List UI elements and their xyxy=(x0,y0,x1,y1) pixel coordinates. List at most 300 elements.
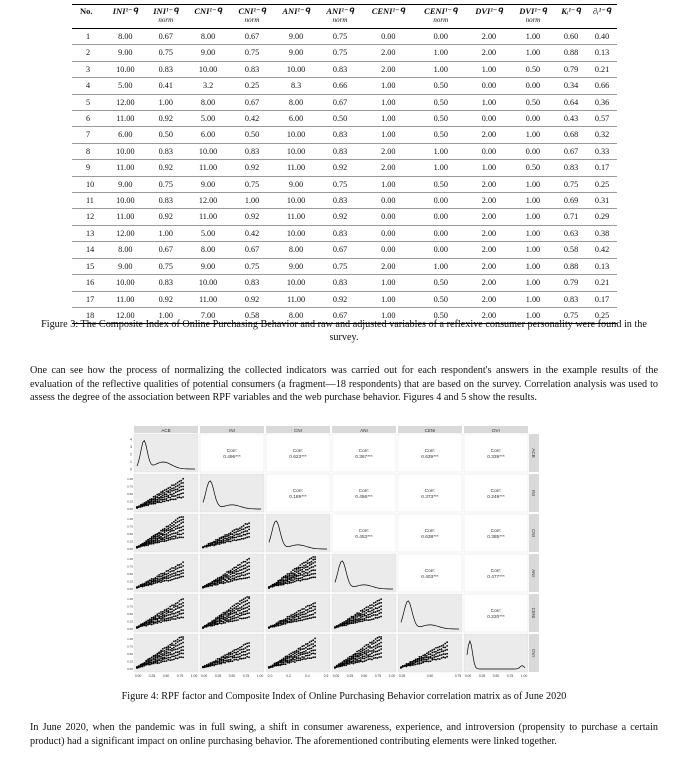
scatter-point xyxy=(166,580,168,582)
scatter-point xyxy=(235,657,237,659)
scatter-point xyxy=(298,657,300,659)
scatter-point xyxy=(169,527,171,529)
scatter-point xyxy=(230,614,232,616)
scatter-point xyxy=(237,659,239,661)
scatter-point xyxy=(136,547,138,549)
scatter-point xyxy=(309,651,311,653)
scatter-point xyxy=(156,621,158,623)
scatter-point xyxy=(377,637,379,639)
table-cell: 0.66 xyxy=(587,78,617,94)
scatter-point xyxy=(204,625,206,627)
correlation-value: 0.367*** xyxy=(355,455,373,460)
x-tick-label: 0.50 xyxy=(426,674,434,678)
scatter-point xyxy=(245,537,247,539)
table-row xyxy=(72,258,617,274)
scatter-point xyxy=(433,648,435,650)
scatter-point xyxy=(424,659,426,661)
scatter-point xyxy=(285,663,287,665)
scatter-point xyxy=(314,602,316,604)
table-cell: 0.50 xyxy=(415,127,467,143)
table-cell: 0.83 xyxy=(146,61,186,77)
table-cell: 10.00 xyxy=(186,61,230,77)
scatter-point xyxy=(290,661,292,663)
scatter-point xyxy=(182,492,184,494)
scatter-point xyxy=(443,646,445,648)
table-cell: 1.00 xyxy=(511,258,555,274)
table-cell: 0.25 xyxy=(587,176,617,192)
scatter-point xyxy=(228,541,230,543)
scatter-point xyxy=(437,655,439,657)
scatter-point xyxy=(426,661,428,663)
scatter-point xyxy=(373,649,375,651)
scatter-point xyxy=(182,569,184,571)
strip-label: INI xyxy=(229,428,235,433)
scatter-point xyxy=(371,652,373,654)
scatter-point xyxy=(356,653,358,655)
scatter-point xyxy=(182,488,184,490)
scatter-point xyxy=(153,578,155,580)
scatter-point xyxy=(309,562,311,564)
header-col-1 xyxy=(105,5,145,29)
scatter-point xyxy=(151,580,153,582)
scatter-point xyxy=(182,638,184,640)
scatter-point xyxy=(424,661,426,663)
table-cell: 2.00 xyxy=(467,225,511,241)
y-tick-label: 0.75 xyxy=(127,564,133,569)
scatter-point xyxy=(155,657,157,659)
scatter-point xyxy=(153,498,155,500)
scatter-point xyxy=(301,608,303,610)
table-cell: 1.00 xyxy=(415,160,467,176)
scatter-point xyxy=(312,610,314,612)
correlation-value: 0.189*** xyxy=(289,495,307,500)
scatter-point xyxy=(164,616,166,618)
scatter-point xyxy=(167,500,169,502)
scatter-point xyxy=(156,618,158,620)
scatter-point xyxy=(173,538,175,540)
scatter-point xyxy=(167,487,169,489)
scatter-point xyxy=(243,531,245,533)
table-cell: 0.50 xyxy=(146,127,186,143)
scatter-point xyxy=(228,613,230,615)
scatter-point xyxy=(221,658,223,660)
scatter-point xyxy=(182,516,184,518)
scatter-point xyxy=(169,491,171,493)
scatter-point xyxy=(182,521,184,523)
scatter-point xyxy=(175,615,177,617)
scatter-point xyxy=(305,575,307,577)
table-cell: 0.00 xyxy=(511,111,555,127)
scatter-point xyxy=(177,488,179,490)
scatter-point xyxy=(171,528,173,530)
scatter-point xyxy=(246,566,248,568)
scatter-point xyxy=(301,653,303,655)
scatter-point xyxy=(299,654,301,656)
scatter-point xyxy=(243,605,245,607)
scatter-point xyxy=(158,580,160,582)
scatter-point xyxy=(371,643,373,645)
scatter-point xyxy=(292,569,294,571)
scatter-point xyxy=(248,536,250,538)
table-cell: 0.00 xyxy=(511,78,555,94)
scatter-point xyxy=(375,657,377,659)
scatter-point xyxy=(268,666,270,668)
scatter-point xyxy=(228,659,230,661)
scatter-point xyxy=(243,658,245,660)
table-row xyxy=(72,242,617,258)
scatter-point xyxy=(160,575,162,577)
table-cell: 9.00 xyxy=(274,45,318,61)
correlation-label: Corr: xyxy=(292,449,304,454)
scatter-point xyxy=(138,585,140,587)
scatter-point xyxy=(160,530,162,532)
table-cell: 1.00 xyxy=(467,94,511,110)
scatter-point xyxy=(153,539,155,541)
scatter-point xyxy=(147,539,149,541)
scatter-point xyxy=(145,621,147,623)
scatter-point xyxy=(292,656,294,658)
scatter-point xyxy=(160,493,162,495)
scatter-point xyxy=(175,483,177,485)
scatter-point xyxy=(177,568,179,570)
scatter-point xyxy=(241,599,243,601)
scatter-point xyxy=(243,617,245,619)
scatter-point xyxy=(354,660,356,662)
scatter-point xyxy=(443,650,445,652)
scatter-point xyxy=(167,490,169,492)
scatter-point xyxy=(415,659,417,661)
scatter-point xyxy=(246,530,248,532)
scatter-point xyxy=(182,533,184,535)
header-label: Kᵢ¹⁻ᑫ xyxy=(561,6,581,16)
scatter-point xyxy=(182,653,184,655)
x-tick-label: 0.25 xyxy=(148,674,156,678)
x-tick-label: 0.75 xyxy=(242,674,250,678)
correlation-matrix-figure xyxy=(120,426,566,686)
scatter-point xyxy=(233,612,235,614)
scatter-point xyxy=(180,576,182,578)
scatter-point xyxy=(309,641,311,643)
scatter-point xyxy=(299,649,301,651)
scatter-point xyxy=(369,656,371,658)
scatter-point xyxy=(285,623,287,625)
scatter-point xyxy=(380,652,382,654)
table-cell: 9.00 xyxy=(186,176,230,192)
scatter-point xyxy=(149,499,151,501)
table-header-row xyxy=(72,5,617,29)
scatter-point xyxy=(171,613,173,615)
scatter-point xyxy=(142,583,144,585)
scatter-point xyxy=(292,654,294,656)
scatter-point xyxy=(162,653,164,655)
scatter-point xyxy=(444,657,446,659)
scatter-point xyxy=(171,533,173,535)
scatter-point xyxy=(155,654,157,656)
scatter-point xyxy=(228,539,230,541)
scatter-point xyxy=(228,609,230,611)
scatter-point xyxy=(430,653,432,655)
scatter-point xyxy=(380,638,382,640)
scatter-point xyxy=(243,568,245,570)
scatter-point xyxy=(298,655,300,657)
scatter-point xyxy=(288,575,290,577)
table-cell: 11.00 xyxy=(186,291,230,307)
scatter-point xyxy=(420,662,422,664)
correlation-label: Corr: xyxy=(358,489,370,494)
scatter-point xyxy=(169,619,171,621)
scatter-point xyxy=(230,607,232,609)
scatter-point xyxy=(241,574,243,576)
scatter-point xyxy=(354,655,356,657)
scatter-point xyxy=(166,493,168,495)
table-cell: 0.67 xyxy=(146,29,186,45)
scatter-point xyxy=(179,517,181,519)
scatter-point xyxy=(371,619,373,621)
header-label: CNI¹⁻ᑫ xyxy=(238,6,266,16)
table-cell: 1.00 xyxy=(362,307,414,323)
scatter-point xyxy=(235,531,237,533)
scatter-point xyxy=(356,612,358,614)
scatter-point xyxy=(177,521,179,523)
scatter-point xyxy=(228,656,230,658)
scatter-point xyxy=(232,656,234,658)
scatter-point xyxy=(248,652,250,654)
scatter-point xyxy=(173,499,175,501)
scatter-point xyxy=(307,645,309,647)
scatter-point xyxy=(156,533,158,535)
scatter-point xyxy=(279,620,281,622)
scatter-point xyxy=(226,616,228,618)
scatter-point xyxy=(435,653,437,655)
correlation-label: Corr: xyxy=(424,449,436,454)
scatter-point xyxy=(367,658,369,660)
scatter-point xyxy=(180,609,182,611)
scatter-point xyxy=(279,579,281,581)
scatter-point xyxy=(246,646,248,648)
scatter-point xyxy=(232,610,234,612)
scatter-point xyxy=(142,543,144,545)
scatter-point xyxy=(210,542,212,544)
scatter-point xyxy=(173,647,175,649)
scatter-point xyxy=(173,533,175,535)
scatter-point xyxy=(171,525,173,527)
scatter-point xyxy=(369,611,371,613)
scatter-point xyxy=(312,656,314,658)
scatter-point xyxy=(230,652,232,654)
scatter-point xyxy=(179,481,181,483)
scatter-point xyxy=(237,536,239,538)
scatter-point xyxy=(173,644,175,646)
scatter-point xyxy=(415,664,417,666)
scatter-point xyxy=(140,544,142,546)
scatter-point xyxy=(180,522,182,524)
scatter-point xyxy=(243,614,245,616)
x-tick-label: 0.25 xyxy=(346,674,354,678)
scatter-point xyxy=(206,624,208,626)
scatter-point xyxy=(169,617,171,619)
scatter-point xyxy=(299,564,301,566)
scatter-point xyxy=(226,538,228,540)
scatter-point xyxy=(241,608,243,610)
scatter-point xyxy=(246,607,248,609)
scatter-point xyxy=(182,649,184,651)
scatter-point xyxy=(356,616,358,618)
scatter-point xyxy=(164,539,166,541)
table-cell: 9.00 xyxy=(274,258,318,274)
table-cell: 0.75 xyxy=(318,176,362,192)
scatter-point xyxy=(160,661,162,663)
header-col-4 xyxy=(230,5,274,29)
scatter-point xyxy=(274,583,276,585)
scatter-point xyxy=(160,491,162,493)
scatter-point xyxy=(237,530,239,532)
scatter-point xyxy=(413,662,415,664)
table-cell: 0.75 xyxy=(318,29,362,45)
scatter-point xyxy=(373,602,375,604)
scatter-point xyxy=(303,562,305,564)
scatter-point xyxy=(232,575,234,577)
scatter-point xyxy=(164,492,166,494)
table-cell: 0.50 xyxy=(415,94,467,110)
scatter-point xyxy=(167,577,169,579)
scatter-point xyxy=(378,602,380,604)
scatter-point xyxy=(371,612,373,614)
scatter-point xyxy=(228,535,230,537)
scatter-point xyxy=(158,540,160,542)
scatter-point xyxy=(311,647,313,649)
scatter-point xyxy=(446,656,448,658)
scatter-point xyxy=(167,617,169,619)
scatter-point xyxy=(239,656,241,658)
scatter-point xyxy=(307,569,309,571)
scatter-point xyxy=(155,540,157,542)
scatter-point xyxy=(245,651,247,653)
scatter-point xyxy=(140,624,142,626)
table-cell: 8.3 xyxy=(274,78,318,94)
scatter-point xyxy=(173,570,175,572)
scatter-point xyxy=(248,558,250,560)
table-cell: 0.40 xyxy=(587,29,617,45)
scatter-point xyxy=(296,580,298,582)
y-tick-label: 2 xyxy=(130,452,132,457)
scatter-point xyxy=(182,646,184,648)
scatter-point xyxy=(179,536,181,538)
scatter-point xyxy=(224,534,226,536)
y-tick-label: 0.50 xyxy=(127,532,133,537)
scatter-point xyxy=(367,609,369,611)
scatter-point xyxy=(180,493,182,495)
scatter-point xyxy=(173,535,175,537)
correlation-label: Corr: xyxy=(490,489,502,494)
table-cell: 5.00 xyxy=(186,111,230,127)
scatter-point xyxy=(354,617,356,619)
table-cell: 0.50 xyxy=(511,160,555,176)
scatter-point xyxy=(303,579,305,581)
scatter-point xyxy=(164,530,166,532)
scatter-point xyxy=(309,577,311,579)
scatter-point xyxy=(311,604,313,606)
scatter-point xyxy=(239,658,241,660)
header-label: INI¹⁻ᑫ xyxy=(112,6,138,16)
table-cell: 1.00 xyxy=(467,61,511,77)
table-cell: 0.25 xyxy=(587,307,617,323)
strip-label: DVI xyxy=(531,649,536,657)
scatter-point xyxy=(166,526,168,528)
scatter-point xyxy=(180,649,182,651)
scatter-point xyxy=(177,605,179,607)
scatter-point xyxy=(177,602,179,604)
table-cell: 9.00 xyxy=(105,45,145,61)
table-cell: 0.50 xyxy=(511,61,555,77)
scatter-point xyxy=(367,644,369,646)
scatter-point xyxy=(147,623,149,625)
y-tick-label: 0.75 xyxy=(127,484,133,489)
scatter-point xyxy=(164,531,166,533)
scatter-point xyxy=(202,587,204,589)
scatter-point xyxy=(177,617,179,619)
table-cell: 0.67 xyxy=(230,94,274,110)
scatter-point xyxy=(294,661,296,663)
scatter-point xyxy=(358,618,360,620)
scatter-point xyxy=(377,600,379,602)
table-cell: 11.00 xyxy=(186,209,230,225)
scatter-point xyxy=(175,655,177,657)
correlation-label: Corr: xyxy=(490,609,502,614)
scatter-point xyxy=(377,608,379,610)
scatter-point xyxy=(155,495,157,497)
scatter-point xyxy=(362,614,364,616)
correlation-value: 0.623*** xyxy=(289,455,307,460)
scatter-point xyxy=(219,615,221,617)
scatter-point xyxy=(378,643,380,645)
scatter-point xyxy=(160,659,162,661)
scatter-point xyxy=(245,527,247,529)
scatter-point xyxy=(175,566,177,568)
scatter-point xyxy=(177,648,179,650)
scatter-point xyxy=(171,644,173,646)
y-tick-label: 3 xyxy=(130,445,132,449)
scatter-point xyxy=(380,609,382,611)
scatter-point xyxy=(422,657,424,659)
scatter-point xyxy=(369,654,371,656)
table-cell: 10.00 xyxy=(274,127,318,143)
scatter-point xyxy=(162,580,164,582)
scatter-point xyxy=(173,567,175,569)
x-tick-label: 1.00 xyxy=(190,674,198,678)
scatter-point xyxy=(246,577,248,579)
header-col-7 xyxy=(362,5,414,29)
scatter-point xyxy=(155,534,157,536)
scatter-point xyxy=(156,537,158,539)
scatter-point xyxy=(138,665,140,667)
scatter-point xyxy=(153,535,155,537)
scatter-point xyxy=(222,612,224,614)
scatter-point xyxy=(243,565,245,567)
scatter-point xyxy=(230,580,232,582)
scatter-point xyxy=(177,651,179,653)
scatter-point xyxy=(173,495,175,497)
table-cell: 0.31 xyxy=(587,193,617,209)
scatter-point xyxy=(217,658,219,660)
scatter-point xyxy=(430,656,432,658)
scatter-point xyxy=(243,598,245,600)
scatter-point xyxy=(175,535,177,537)
scatter-point xyxy=(288,618,290,620)
scatter-point xyxy=(167,573,169,575)
scatter-point xyxy=(151,659,153,661)
scatter-point xyxy=(226,534,228,536)
scatter-point xyxy=(364,656,366,658)
